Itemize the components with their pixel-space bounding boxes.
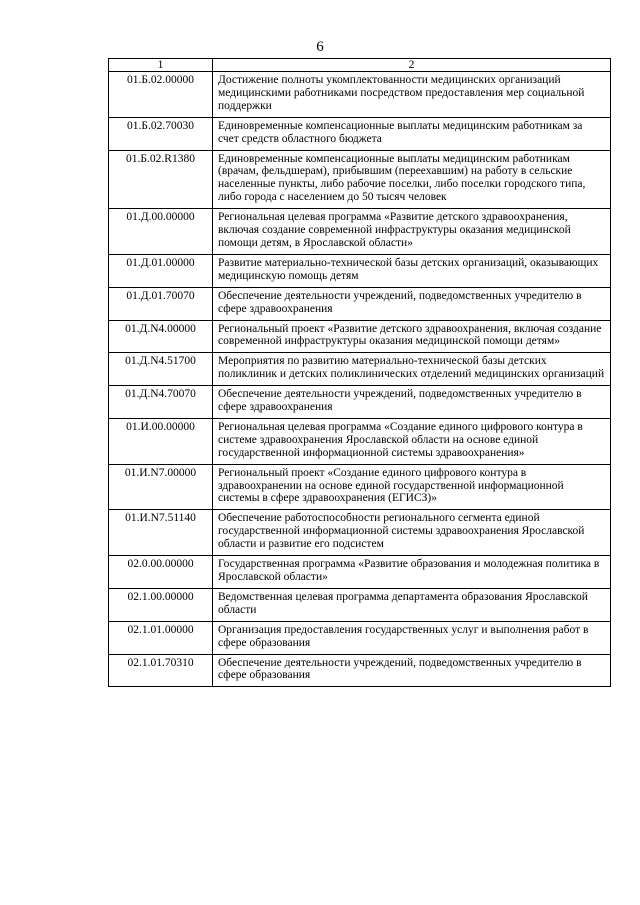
row-code: 01.Д.N4.00000 <box>109 320 213 353</box>
row-code: 01.Д.00.00000 <box>109 209 213 255</box>
row-text: Единовременные компенсационные выплаты медицинским работникам за счет средств областного бюджета <box>213 117 611 150</box>
column-header-name: 2 <box>213 59 611 72</box>
row-code: 01.Б.02.70030 <box>109 117 213 150</box>
table-row <box>109 287 611 320</box>
row-text: Государственная программа «Развитие образования и молодежная политика в Ярославской области» <box>213 556 611 589</box>
page-number: 6 <box>316 39 324 55</box>
row-text: Региональная целевая программа «Создание единого цифрового контура в системе здравоохранения Ярославской области на основе единой государственной информационной системы здравоохранения» <box>213 418 611 464</box>
row-code: 01.И.N7.00000 <box>109 464 213 510</box>
row-code: 01.Б.02.R1380 <box>109 150 213 209</box>
table-row <box>109 320 611 353</box>
table-row <box>109 556 611 589</box>
row-code: 02.1.01.00000 <box>109 621 213 654</box>
row-text: Мероприятия по развитию материально-технической базы детских поликлиник и детских поликлинических отделений медицинских организаций <box>213 353 611 386</box>
table-header-row <box>109 59 611 72</box>
row-text: Обеспечение деятельности учреждений, подведомственных учредителю в сфере здравоохранения <box>213 386 611 419</box>
row-code: 01.Д.N4.51700 <box>109 353 213 386</box>
row-text: Обеспечение деятельности учреждений, подведомственных учредителю в сфере образования <box>213 654 611 687</box>
row-code: 01.Д.N4.70070 <box>109 386 213 419</box>
row-code: 02.1.00.00000 <box>109 588 213 621</box>
row-text: Организация предоставления государственных услуг и выполнения работ в сфере образования <box>213 621 611 654</box>
table-row <box>109 72 611 118</box>
table-row <box>109 418 611 464</box>
row-text: Региональный проект «Развитие детского здравоохранения, включая создание современной инфраструктуры оказания медицинской помощи детям» <box>213 320 611 353</box>
table-row <box>109 464 611 510</box>
column-header-code: 1 <box>109 59 213 72</box>
budget-classification-table <box>108 58 611 687</box>
table-row <box>109 209 611 255</box>
table-row <box>109 117 611 150</box>
row-text: Ведомственная целевая программа департамента образования Ярославской области <box>213 588 611 621</box>
table-row <box>109 588 611 621</box>
table-row <box>109 254 611 287</box>
table-row <box>109 150 611 209</box>
table-row <box>109 353 611 386</box>
row-code: 01.Д.01.70070 <box>109 287 213 320</box>
row-code: 02.1.01.70310 <box>109 654 213 687</box>
row-code: 02.0.00.00000 <box>109 556 213 589</box>
row-text: Обеспечение работоспособности регионального сегмента единой государственной информационной системы здравоохранения Ярославской области и развитие его подсистем <box>213 510 611 556</box>
table-row <box>109 510 611 556</box>
table-row <box>109 621 611 654</box>
table-row <box>109 386 611 419</box>
row-code: 01.Д.01.00000 <box>109 254 213 287</box>
row-text: Развитие материально-технической базы детских организаций, оказывающих медицинскую помощь детям <box>213 254 611 287</box>
row-code: 01.И.00.00000 <box>109 418 213 464</box>
row-text: Региональный проект «Создание единого цифрового контура в здравоохранении на основе единой государственной информационной системы в сфере здравоохранения (ЕГИСЗ)» <box>213 464 611 510</box>
row-text: Обеспечение деятельности учреждений, подведомственных учредителю в сфере здравоохранения <box>213 287 611 320</box>
row-text: Достижение полноты укомплектованности медицинских организаций медицинскими работниками посредством предоставления мер социальной поддержки <box>213 72 611 118</box>
row-text: Единовременные компенсационные выплаты медицинским работникам (врачам, фельдшерам), прибывшим (переехавшим) на работу в сельские населенные пункты, либо рабочие поселки, либо поселки городского типа, либо города с населением до 50 тысяч человек <box>213 150 611 209</box>
row-code: 01.И.N7.51140 <box>109 510 213 556</box>
table-row <box>109 654 611 687</box>
row-code: 01.Б.02.00000 <box>109 72 213 118</box>
row-text: Региональная целевая программа «Развитие детского здравоохранения, включая создание современной инфраструктуры оказания медицинской помощи детям, в Ярославской области» <box>213 209 611 255</box>
